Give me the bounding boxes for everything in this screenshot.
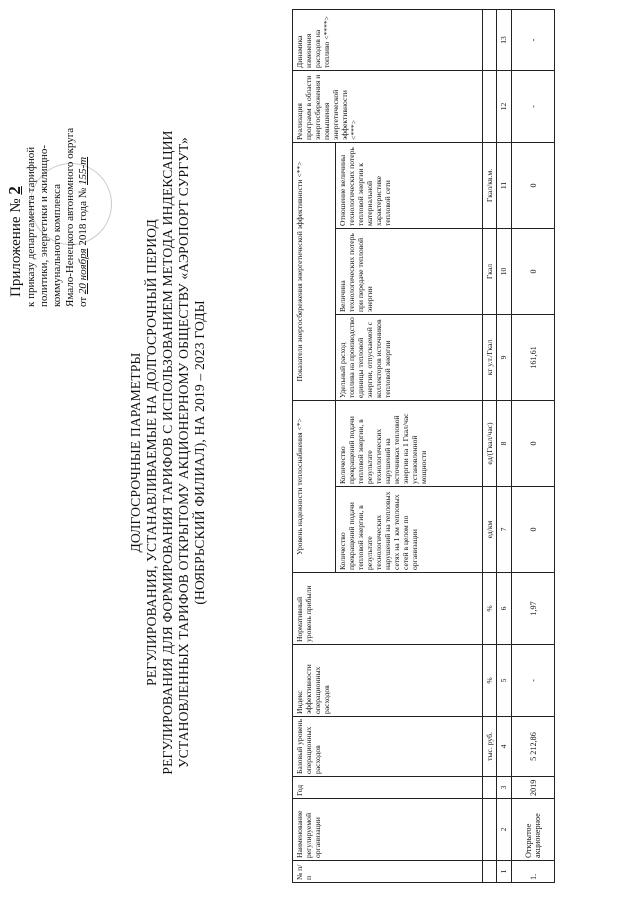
subheader-reliability-networks: Количество прекращений подачи тепловой энергии, в результате технологических нарушений на тепловых сетях на 1 км тепловых сетей в целом по организации [336,487,483,573]
row-value: 0 [512,142,555,228]
row-value: 161,61 [512,314,555,400]
title-line: УСТАНОВЛЕННЫХ ТАРИФОВ ОТКРЫТОМУ АКЦИОНЕРНОМУ ОБЩЕСТВУ «АЭРОПОРТ СУРГУТ» [176,136,191,769]
column-number: 3 [497,777,512,799]
header-num: № п/п [293,861,483,883]
appendix-date-line [77,7,90,307]
column-number: 8 [497,400,512,486]
column-number: 12 [497,70,512,142]
row-organization: Открытое акционерное [512,799,555,861]
subheader-reliability-sources: Количество прекращений подачи тепловой энергии, в результате технологических нарушений на источниках тепловой энергии на 1 Гкал/час установленной мощности [336,400,483,486]
document-title [128,40,208,865]
column-number: 4 [497,717,512,777]
unit-cell: ед/(Гкал/час) [483,400,497,486]
table-column-numbers-row [497,9,512,882]
unit-cell: ед/км [483,487,497,573]
date-month: ноября [77,248,89,281]
subheader-heat-losses: Величина технологических потерь при передаче тепловой энергии [336,228,483,314]
row-year: 2019 [512,777,555,799]
unit-cell: Гкал [483,228,497,314]
order-number: 155-т [77,156,89,185]
header-reliability: Уровень надежности теплоснабжения <*> [293,400,336,572]
row-number: 1. [512,861,555,883]
column-number: 7 [497,487,512,573]
title-line: ДОЛГОСРОЧНЫЕ ПАРАМЕТРЫ [128,352,143,553]
unit-cell: % [483,573,497,645]
row-value: - [512,70,555,142]
parameters-table [292,9,555,883]
header-fuel-dynamics: Динамика изменения расходов на топливо <****> [293,9,483,70]
header-energy-saving: Показатели энергосбережения энергетической эффективности <**> [293,142,336,400]
row-value: 5 212,86 [512,717,555,777]
appendix-line: к приказу департамента тарифной [25,146,37,307]
title-line: РЕГУЛИРОВАНИЯ, УСТАНАВЛИВАЕМЫЕ НА ДОЛГОСРОЧНЫЙ ПЕРИОД [144,219,159,686]
appendix-title [5,7,24,307]
row-value: 0 [512,487,555,573]
unit-cell: тыс. руб. [483,717,497,777]
subheader-fuel-consumption: Удельный расход топлива на производство единицы тепловой энергии, отпускаемой с коллекторов источников тепловой энергии [336,314,483,400]
column-number: 11 [497,142,512,228]
row-value: 0 [512,400,555,486]
appendix-line: Ямало-Ненецкого автономного округа [64,127,76,307]
header-profit-level: Нормативный уровень прибыли [293,573,483,645]
date-year: 2018 года № [77,187,89,246]
appendix-line: коммунального комплекса [51,183,63,307]
column-number: 13 [497,9,512,70]
header-program: Реализация программ в области энергосбережения и повышения энергетической эффективности <***> [293,70,483,142]
column-number: 9 [497,314,512,400]
appendix-number: 2 [5,186,24,195]
subheader-loss-ratio: Отношение величины технологических потерь тепловой энергии к материальной характеристике тепловой сети [336,142,483,228]
unit-cell: Гкал/кв.м. [483,142,497,228]
unit-cell [483,9,497,70]
table-row [512,9,555,882]
unit-cell [483,777,497,799]
column-number: 6 [497,573,512,645]
unit-cell [483,861,497,883]
date-day: 20 [77,283,89,295]
appendix-line: политики, энергетики и жилищно- [38,145,50,307]
header-base-level: Базовый уровень операционных расходов [293,717,483,777]
column-number: 5 [497,645,512,717]
unit-cell [483,799,497,861]
row-value: - [512,645,555,717]
header-efficiency-index: Индекс эффективности операционных расходов [293,645,483,717]
column-number: 2 [497,799,512,861]
header-organization: Наименование регулируемой организации [293,799,483,861]
row-value: - [512,9,555,70]
title-line: РЕГУЛИРОВАНИЯ ДЛЯ ФОРМИРОВАНИЯ ТАРИФОВ С ИСПОЛЬЗОВАНИЕМ МЕТОДА ИНДЕКСАЦИИ [160,130,175,775]
unit-cell: кг у.т./Гкал [483,314,497,400]
column-number: 1 [497,861,512,883]
appendix-block [5,7,90,307]
row-value: 0 [512,228,555,314]
date-prefix: от [77,296,89,307]
unit-cell: % [483,645,497,717]
appendix-title-text: Приложение № [8,198,24,297]
table-header-row [293,9,336,882]
unit-cell [483,70,497,142]
table-units-row [483,9,497,882]
title-line: (НОЯБРЬСКИЙ ФИЛИАЛ), НА 2019 – 2023 ГОДЫ [192,300,207,605]
header-year: Год [293,777,483,799]
column-number: 10 [497,228,512,314]
row-value: 1,97 [512,573,555,645]
